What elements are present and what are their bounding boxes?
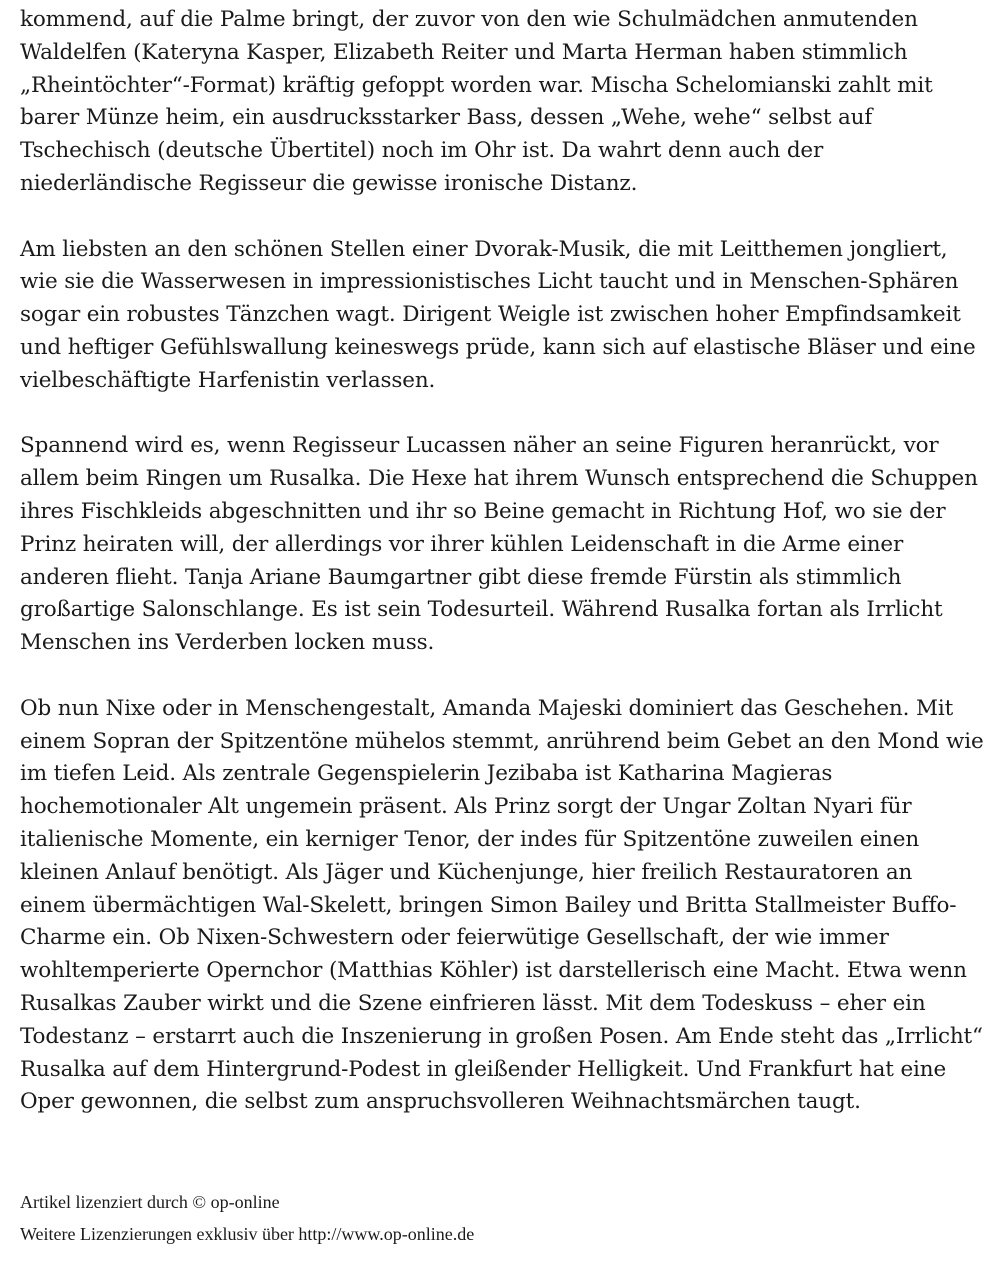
license-credit: Artikel lizenziert durch © op-online — [20, 1192, 280, 1212]
license-footer — [20, 1186, 980, 1250]
article-paragraph-3: Spannend wird es, wenn Regisseur Lucassen näher an seine Figuren heranrückt, vor allem beim Ringen um Rusalka. Die Hexe hat ihrem Wunsch entsprechend die Schuppen ihres Fischkleids abgeschnitten und ihr so Beine gemacht in Richtung Hof, wo sie der Prinz heiraten will, der allerdings vor ihrer kühlen Leidenschaft in die Arme einer anderen flieht. Tanja Ariane Baumgartner gibt diese fremde Fürstin als stimmlich großartige Salonschlange. Es ist sein Todesurteil. Während Rusalka fortan als Irrlicht Menschen ins Verderben locken muss. — [20, 433, 978, 656]
article-paragraph-4: Ob nun Nixe oder in Menschengestalt, Amanda Majeski dominiert das Geschehen. Mit einem Sopran der Spitzentöne mühelos stemmt, anrührend beim Gebet an den Mond wie im tiefen Leid. Als zentrale Gegenspielerin Jezibaba ist Katharina Magieras hochemotionaler Alt ungemein präsent. Als Prinz sorgt der Ungar Zoltan Nyari für italienische Momente, ein kerniger Tenor, der indes für Spitzentöne zuweilen einen kleinen Anlauf benötigt. Als Jäger und Küchenjunge, hier freilich Restauratoren an einem übermächtigen Wal-Skelett, bringen Simon Bailey und Britta Stallmeister Buffo-Charme ein. Ob Nixen-Schwestern oder feierwütige Gesellschaft, der wie immer wohltemperierte Opernchor (Matthias Köhler) ist darstellerisch eine Macht. Etwa wenn Rusalkas Zauber wirkt und die Szene einfrieren lässt. Mit dem Todeskuss – eher ein Todestanz – erstarrt auch die Inszenierung in großen Posen. Am Ende steht das „Irrlicht“ Rusalka auf dem Hintergrund-Podest in gleißender Helligkeit. Und Frankfurt hat eine Oper gewonnen, die selbst zum anspruchsvolleren Weihnachtsmärchen taugt. — [20, 695, 984, 1115]
license-more-info: Weitere Lizenzierungen exklusiv über http://www.op-online.de — [20, 1224, 475, 1244]
article-paragraph-1: kommend, auf die Palme bringt, der zuvor von den wie Schulmädchen anmutenden Waldelfen (Kateryna Kasper, Elizabeth Reiter und Marta Herman haben stimmlich „Rheintöchter“-Format) kräftig gefoppt worden war. Mischa Schelomianski zahlt mit barer Münze heim, ein ausdrucksstarker Bass, dessen „Wehe, wehe“ selbst auf Tschechisch (deutsche Übertitel) noch im Ohr ist. Da wahrt denn auch der niederländische Regisseur die gewisse ironische Distanz. — [20, 7, 933, 196]
article-paragraph-2: Am liebsten an den schönen Stellen einer Dvorak-Musik, die mit Leitthemen jongliert, wie sie die Wasserwesen in impressionistisches Licht taucht und in Menschen-Sphären sogar ein robustes Tänzchen wagt. Dirigent Weigle ist zwischen hoher Empfindsamkeit und heftiger Gefühlswallung keineswegs prüde, kann sich auf elastische Bläser und eine vielbeschäftigte Harfenistin verlassen. — [20, 236, 976, 393]
article-body — [20, 4, 984, 1152]
